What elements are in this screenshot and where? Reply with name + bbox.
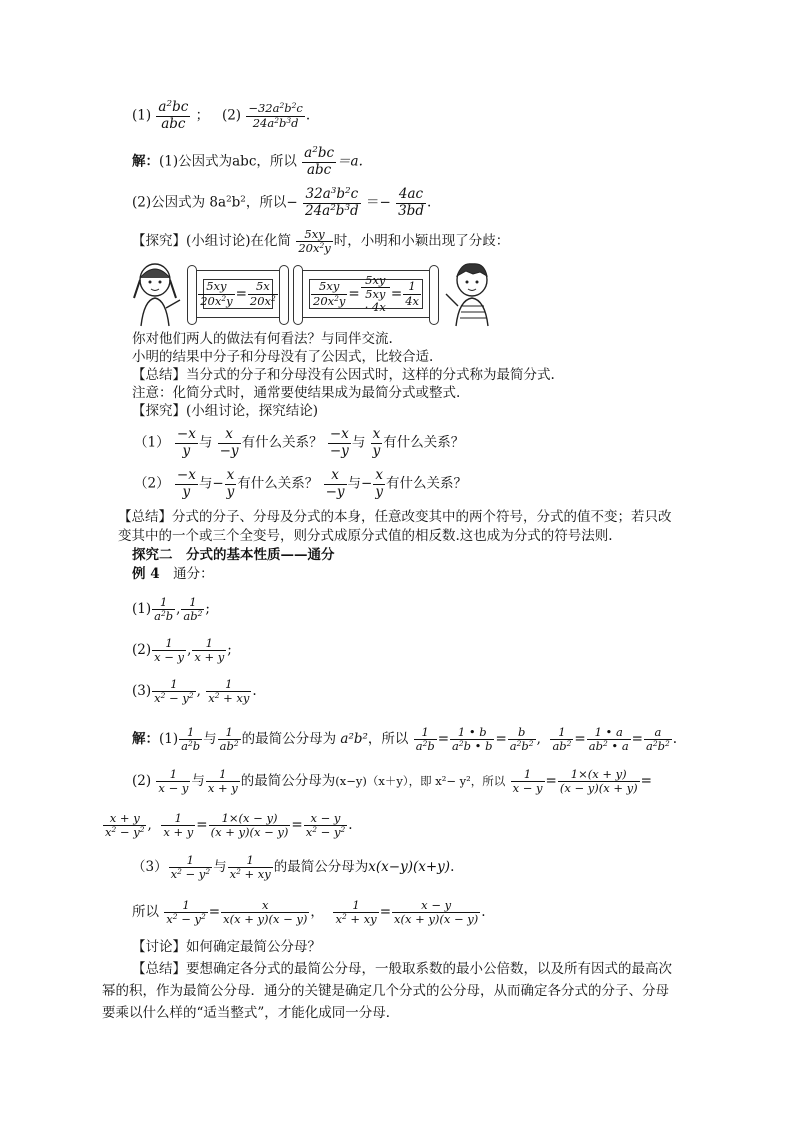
summary-3-line-1: 【总结】要想确定各分式的最简公分母，一般取系数的最小公倍数，以及所有因式的最高次 — [132, 961, 672, 977]
fraction: $\frac{x}{-y}$ — [325, 467, 345, 500]
fraction: $\frac{1\times(x + y)}{(x - y)(x + y)}$ — [559, 767, 638, 796]
fraction: $\frac{1}{x^2 - y^2}$ — [154, 677, 194, 706]
fraction: $\frac{1\times(x - y)}{(x + y)(x - y)}$ — [210, 811, 289, 840]
question-line: (1) $\frac{a^2bc}{\text{abc}}$ ； (2) $\frac{-32a^2b^2c}{24a^2b^3d}$ . — [132, 99, 311, 132]
paragraph-question: 你对他们两人的做法有何看法？与同伴交流. — [132, 331, 393, 347]
fraction: $\frac{1}{a^2b}$ — [154, 595, 174, 624]
summary-3-line-2: 幂的积，作为最简公分母．通分的关键是确定几个分式的公分母，从而确定各分式的分子、分母 — [102, 983, 669, 999]
fraction: $\frac{1}{x^2 + xy}$ — [208, 677, 250, 706]
fraction: $\frac{4ac}{3bd}$ — [398, 186, 424, 219]
fraction: $\frac{x - y}{x^2 - y^2}$ — [305, 811, 346, 840]
fraction: $\frac{-x}{-y}$ — [329, 426, 349, 459]
fraction: $\frac{1}{x - y}$ — [154, 636, 185, 665]
fraction: $\frac{1}{x^2 + xy}$ — [229, 853, 271, 882]
fraction: $\frac{1}{x - y}$ — [512, 767, 543, 796]
fraction: $\frac{5xy}{20x^2y}$ — [298, 227, 331, 256]
fraction: $\frac{5xy}{20x^2y}$ — [200, 279, 233, 308]
paragraph-answer: 小明的结果中分子和分母没有了公因式，比较合适. — [132, 349, 434, 365]
section-title: 探究二 分式的基本性质——通分 — [132, 547, 335, 563]
fraction: $\frac{x}{y}$ — [226, 467, 235, 500]
fraction: $\frac{a}{a^2b^2}$ — [645, 725, 670, 754]
boy-illustration — [440, 260, 500, 328]
fraction: $\frac{5x}{20x^2}$ — [249, 279, 276, 308]
summary-2-line-2: 变其中的一个或三个全变号，则分式成原分式值的相反数.这也成为分式的符号法则. — [118, 528, 613, 544]
summary-3-line-3: 要乘以什么样的“适当整式”，才能化成同一分母． — [102, 1005, 400, 1021]
fraction: $\frac{1}{x + y}$ — [194, 636, 225, 665]
girl-icon — [126, 260, 184, 328]
fraction: $\frac{1}{ab^2}$ — [183, 595, 203, 624]
fraction: $\frac{x}{-y}$ — [219, 426, 239, 459]
fraction: $\frac{a^2bc}{\text{abc}}$ — [158, 99, 189, 132]
fraction: $\frac{1}{x^2 - y^2}$ — [170, 853, 211, 882]
fraction: $\frac{b}{a^2b^2}$ — [509, 725, 534, 754]
fraction: $\frac{1}{x - y}$ — [158, 767, 189, 796]
relation-1: （1） $\frac{-x}{y}$ 与 $\frac{x}{-y}$ 有什么关系？ $\frac{-x}{-y}$ 与 $\frac{x}{y}$ 有什么关系？ — [134, 426, 465, 459]
fraction: $\frac{a^2bc}{\text{abc}}$ — [304, 145, 335, 178]
fraction: $\frac{1}{a^2b}$ — [415, 725, 435, 754]
fraction: $\frac{1}{4x}$ — [405, 279, 419, 308]
summary-2-line-1: 【总结】分式的分子、分母及分式的本身，任意改变其中的两个符号，分式的值不变；若只改 — [118, 509, 672, 525]
example-2: (2) $\frac{1}{x - y}$ , $\frac{1}{x + y}$ ; — [132, 636, 232, 665]
fraction: $\frac{1}{ab^2}$ — [552, 725, 572, 754]
fraction: $\frac{5xy}{5xy \cdot 4x}$ — [361, 274, 390, 315]
example-3: (3) $\frac{1}{x^2 - y^2}$ , $\frac{1}{x^2 + xy}$ . — [132, 677, 257, 706]
fraction: $\frac{1}{x + y}$ — [163, 811, 194, 840]
ex-solution-2-line-2: $\frac{x + y}{x^2 - y^2}$ , $\frac{1}{x + y}$ = $\frac{1\times(x - y)}{(x + y)(x - y)}$ = $\frac{x - y}{x^2 - y^2}$ . — [105, 811, 353, 840]
scroll-right: $\frac{5xy}{20x^2y}$ = $\frac{5xy}{5xy \cdot 4x}$ = $\frac{1}{4x}$ — [298, 270, 434, 318]
relation-2: （2） $\frac{-x}{y}$ 与− $\frac{x}{y}$ 有什么关系？ $\frac{x}{-y}$ 与− $\frac{x}{y}$ 有什么关系？ — [134, 467, 467, 500]
summary-1: 【总结】当分式的分子和分母没有公因式时，这样的分式称为最简分式. — [132, 367, 555, 383]
fraction: $\frac{1 • b}{a^2b • b}$ — [452, 725, 493, 754]
fraction: $\frac{-32a^2b^2c}{24a^2b^3d}$ — [248, 101, 303, 130]
fraction: $\frac{x}{x(x + y)(x - y)}$ — [223, 898, 308, 927]
example-title: 例 4 通分： — [132, 566, 214, 582]
fraction: $\frac{x}{y}$ — [375, 467, 383, 500]
fraction: $\frac{-x}{y}$ — [176, 467, 196, 500]
explore-line-1: 【探究】(小组讨论)在化简 $\frac{5xy}{20x^2y}$ 时，小明和小颖出现了分歧： — [132, 227, 510, 256]
fraction: $\frac{x - y}{x(x + y)(x - y)}$ — [394, 898, 479, 927]
fraction: $\frac{5xy}{20x^2y}$ — [313, 279, 346, 308]
ex-solution-1: 解：(1) $\frac{1}{a^2b}$ 与 $\frac{1}{ab^2}$ 的最简公分母为 a²b²，所以 $\frac{1}{a^2b}$ = $\frac{1 • b}{a^2b • b}$ = $\frac{b}{a^2b^2}$ , $\frac{1}{ab^2}$ = $\frac{1 • a}{ab^2 • a}$ = $\frac{a}{a^2b^2}$ . — [132, 725, 678, 754]
discussion: 【讨论】如何确定最简公分母？ — [132, 939, 321, 955]
girl-illustration — [126, 260, 184, 328]
solution-line-1: 解：(1)公因式为abc，所以 $\frac{a^2bc}{\text{abc}}$ ＝a. — [132, 145, 363, 178]
example-1: (1) $\frac{1}{a^2b}$ , $\frac{1}{ab^2}$ ; — [132, 595, 210, 624]
fraction: $\frac{1}{ab^2}$ — [219, 725, 239, 754]
scroll-left: $\frac{5xy}{20x^2y}$ = $\frac{5x}{20x^2}$ — [192, 270, 284, 318]
fraction: $\frac{1 • a}{ab^2 • a}$ — [588, 725, 629, 754]
ex-solution-3: （3） $\frac{1}{x^2 - y^2}$ 与 $\frac{1}{x^2 + xy}$ 的最简公分母为x(x−y)(x+y). — [132, 853, 455, 882]
fraction: $\frac{x}{y}$ — [372, 426, 381, 459]
fraction: $\frac{1}{x^2 + xy}$ — [335, 898, 377, 927]
solution-line-2: (2)公因式为 $8a^2b^2$，所以− $\frac{32a^3b^2c}{24a^2b^3d}$ ＝− $\frac{4ac}{3bd}$ . — [132, 186, 432, 219]
fraction: $\frac{1}{x + y}$ — [207, 767, 238, 796]
ex-solution-3-result: 所以 $\frac{1}{x^2 - y^2}$ = $\frac{x}{x(x + y)(x - y)}$ ， $\frac{1}{x^2 + xy}$ = $\frac{x - y}{x(x + y)(x - y)}$ . — [132, 898, 486, 927]
fraction: $\frac{32a^3b^2c}{24a^2b^3d}$ — [304, 186, 359, 219]
fraction: $\frac{-x}{y}$ — [176, 426, 196, 459]
fraction: $\frac{x + y}{x^2 - y^2}$ — [105, 811, 145, 840]
explore-line-2: 【探究】(小组讨论，探究结论) — [132, 403, 319, 419]
boy-icon — [440, 260, 500, 328]
note: 注意：化简分式时，通常要使结果成为最简分式或整式. — [132, 385, 461, 401]
ex-solution-2-line-1: (2) $\frac{1}{x - y}$ 与 $\frac{1}{x + y}$ 的最简公分母为(x−y)（x＋y），即 x²− y²，所以 $\frac{1}{x - y}$ = $\frac{1\times(x + y)}{(x - y)(x + y)}$ = — [132, 767, 652, 796]
fraction: $\frac{1}{a^2b}$ — [181, 725, 201, 754]
fraction: $\frac{1}{x^2 - y^2}$ — [166, 898, 206, 927]
